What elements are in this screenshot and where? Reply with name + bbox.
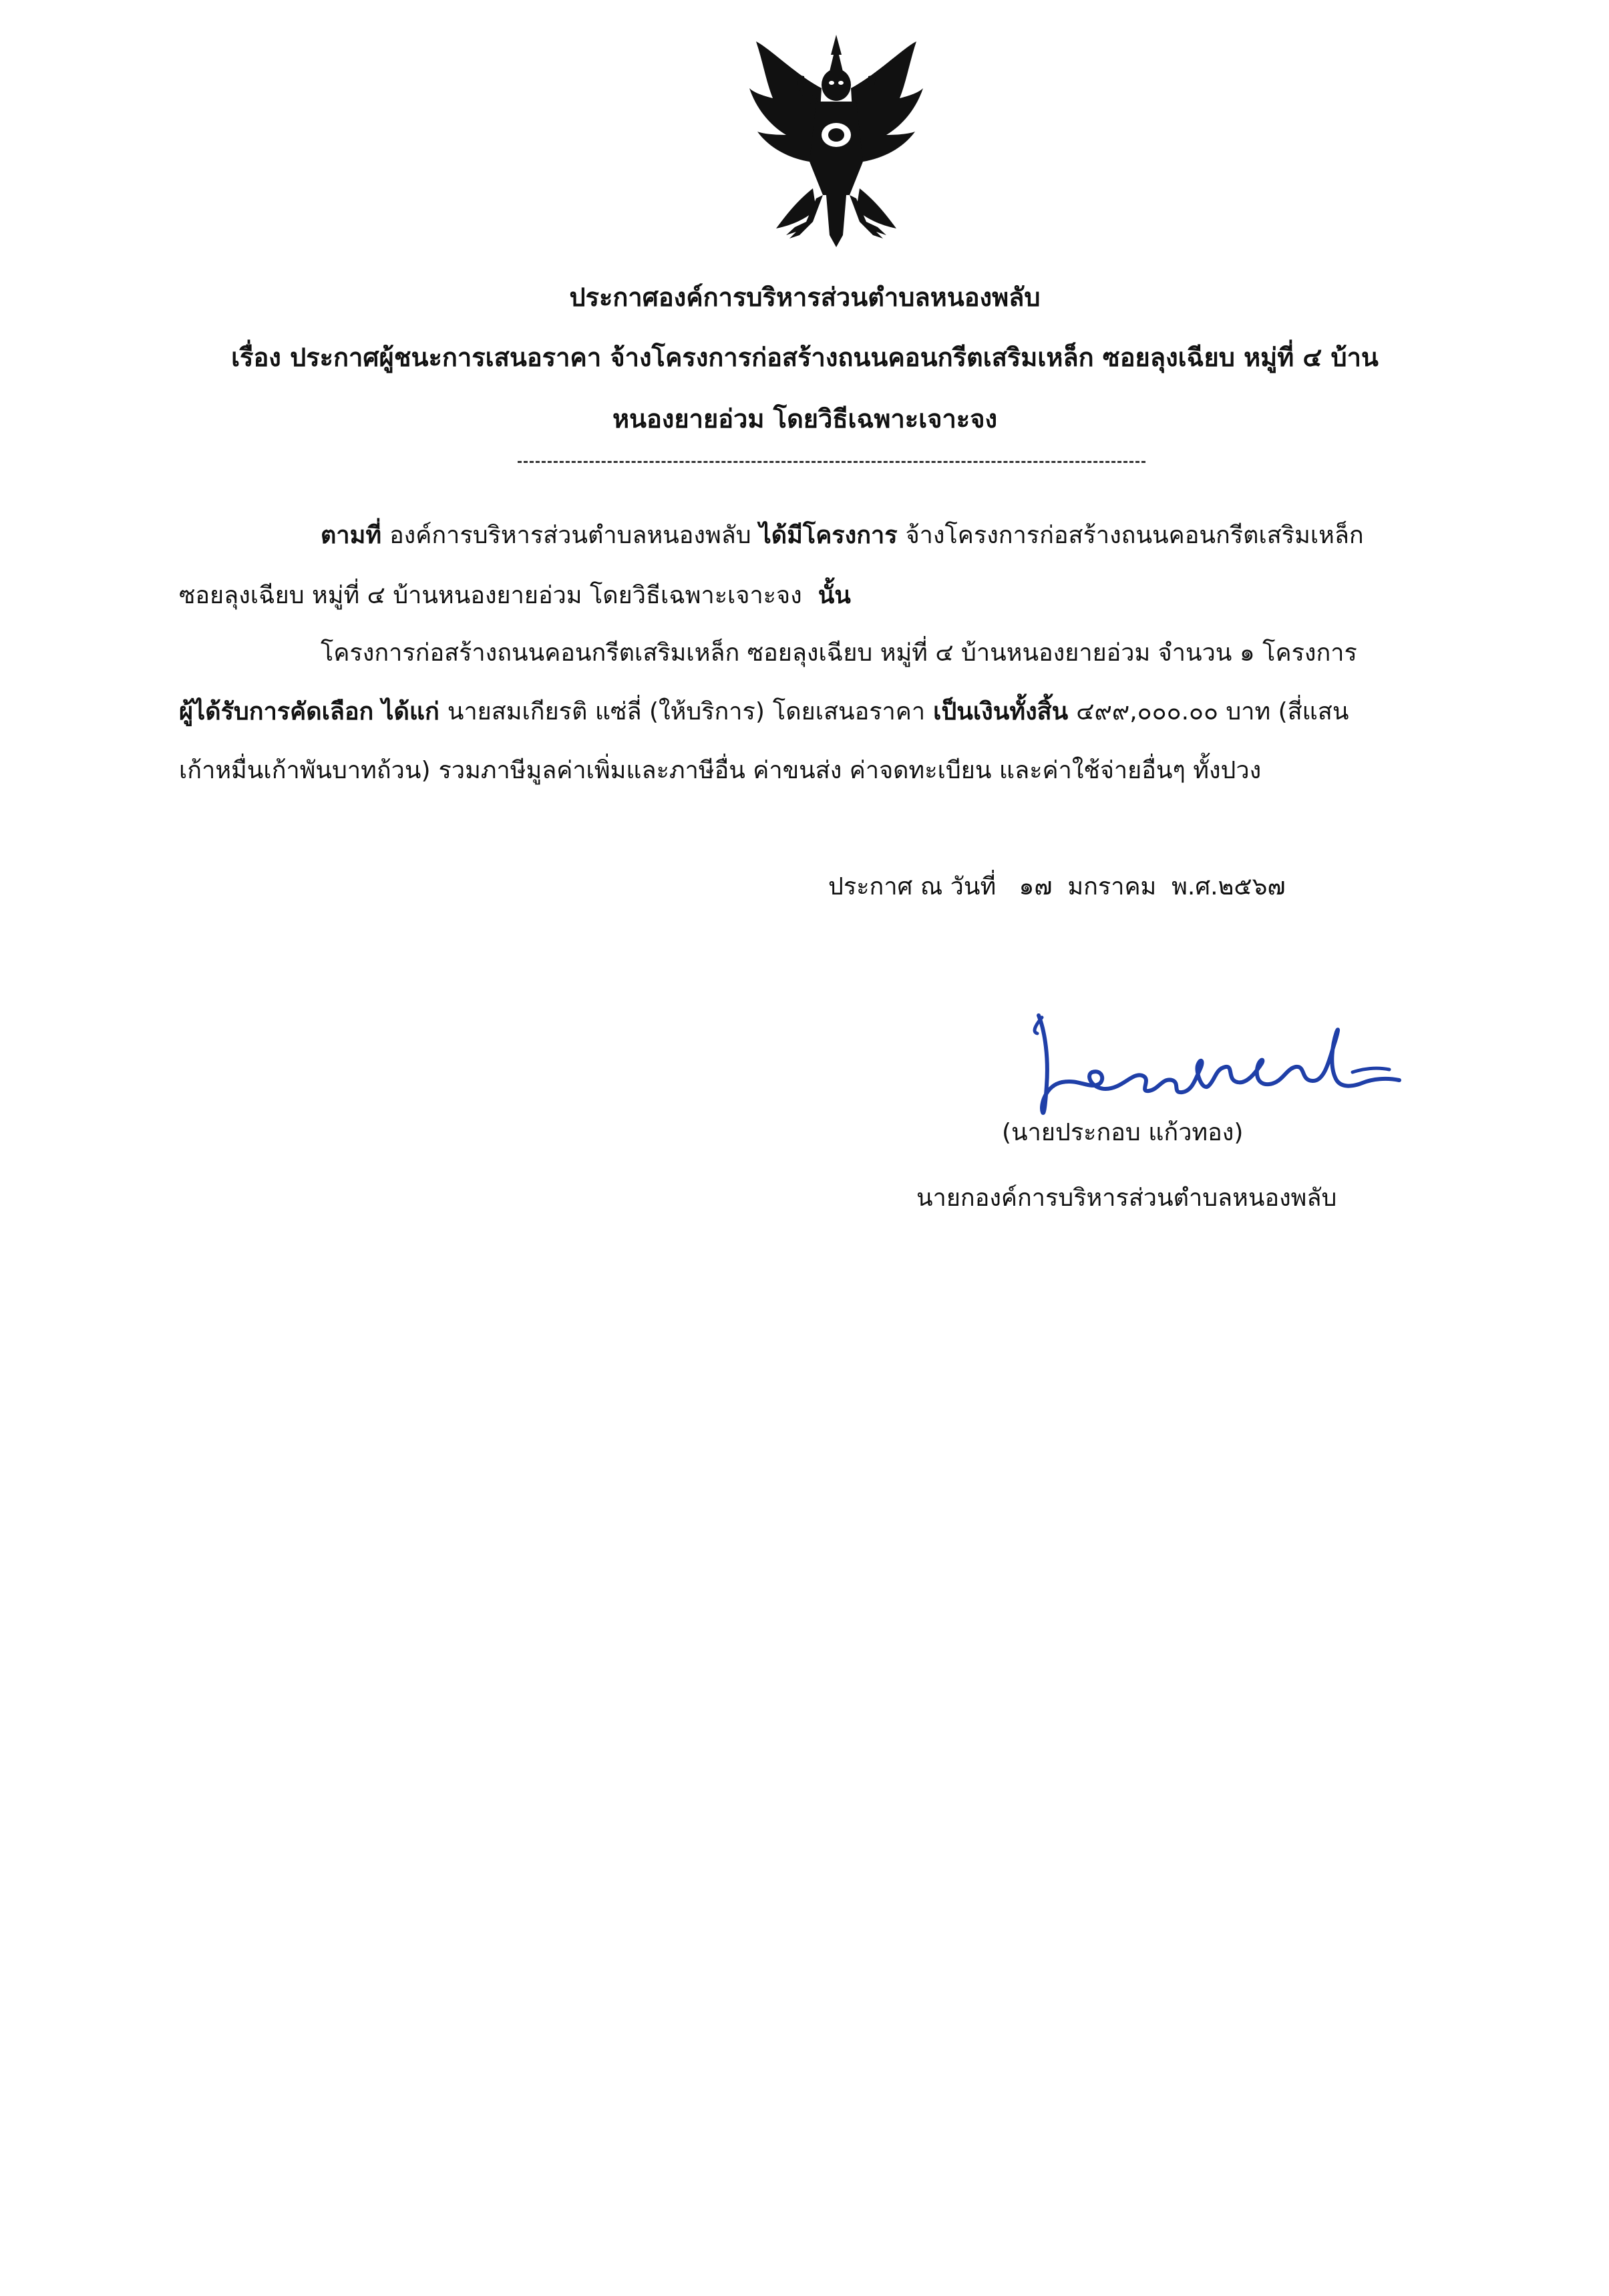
p1-end: นั้น <box>818 582 851 609</box>
p1-project-location: ซอยลุงเฉียบ หมู่ที่ ๔ บ้านหนองยายอ่วม โดยวิธีเฉพาะเจาะจง <box>179 582 802 609</box>
p2-contractor: นายสมเกียรติ แซ่ลี่ (ให้บริการ) <box>447 698 765 725</box>
p2-bid-label: โดยเสนอราคา <box>772 698 926 725</box>
p1-has-project: ได้มีโครงการ <box>759 522 898 549</box>
p1-organization: องค์การบริหารส่วนตำบลหนองพลับ <box>389 522 751 549</box>
heading-separator <box>518 461 1145 463</box>
paragraph-2-line-1: โครงการก่อสร้างถนนคอนกรีตเสริมเหล็ก ซอยลุงเฉียบ หมู่ที่ ๔ บ้านหนองยายอ่วม จำนวน ๑ โครงการ <box>321 639 1357 667</box>
paragraph-2-line-3 <box>179 751 1261 791</box>
p2-selected-label: ผู้ได้รับการคัดเลือก <box>179 698 374 725</box>
p2-total-label: เป็นเงินทั้งสิ้น <box>933 698 1069 725</box>
announcement-subject-line2: หนองยายอ่วม โดยวิธีเฉพาะเจาะจง <box>612 404 998 434</box>
paragraph-1-line-1 <box>321 516 1364 556</box>
paragraph-2-line-2 <box>179 692 1349 732</box>
paragraph-1-line-2 <box>179 576 851 616</box>
p1-lead: ตามที่ <box>321 522 382 549</box>
announcement-date: ประกาศ ณ วันที่ ๑๗ มกราคม พ.ศ.๒๕๖๗ <box>828 873 1286 900</box>
signer-position: นายกองค์การบริหารส่วนตำบลหนองพลับ <box>916 1184 1337 1212</box>
p2-inclusions: รวมภาษีมูลค่าเพิ่มและภาษีอื่น ค่าขนส่ง ค่าจดทะเบียน และค่าใช้จ่ายอื่นๆ ทั้งปวง <box>438 757 1262 784</box>
garuda-emblem-icon <box>749 35 923 247</box>
announcement-subject-line1: เรื่อง ประกาศผู้ชนะการเสนอราคา จ้างโครงการก่อสร้างถนนคอนกรีตเสริมเหล็ก ซอยลุงเฉียบ หมู่ที่ ๔ บ้าน <box>231 343 1379 372</box>
signature-icon <box>1025 1005 1413 1126</box>
signer-name: (นายประกอบ แก้วทอง) <box>1002 1119 1244 1146</box>
p2-amount: ๔๙๙,๐๐๐.๐๐ บาท (สี่แสน <box>1076 698 1349 725</box>
announcement-title: ประกาศองค์การบริหารส่วนตำบลหนองพลับ <box>569 283 1041 312</box>
p2-is-label: ได้แก่ <box>381 698 439 725</box>
p2-amount-words: เก้าหมื่นเก้าพันบาทถ้วน) <box>179 757 431 784</box>
p1-project: จ้างโครงการก่อสร้างถนนคอนกรีตเสริมเหล็ก <box>905 522 1364 549</box>
